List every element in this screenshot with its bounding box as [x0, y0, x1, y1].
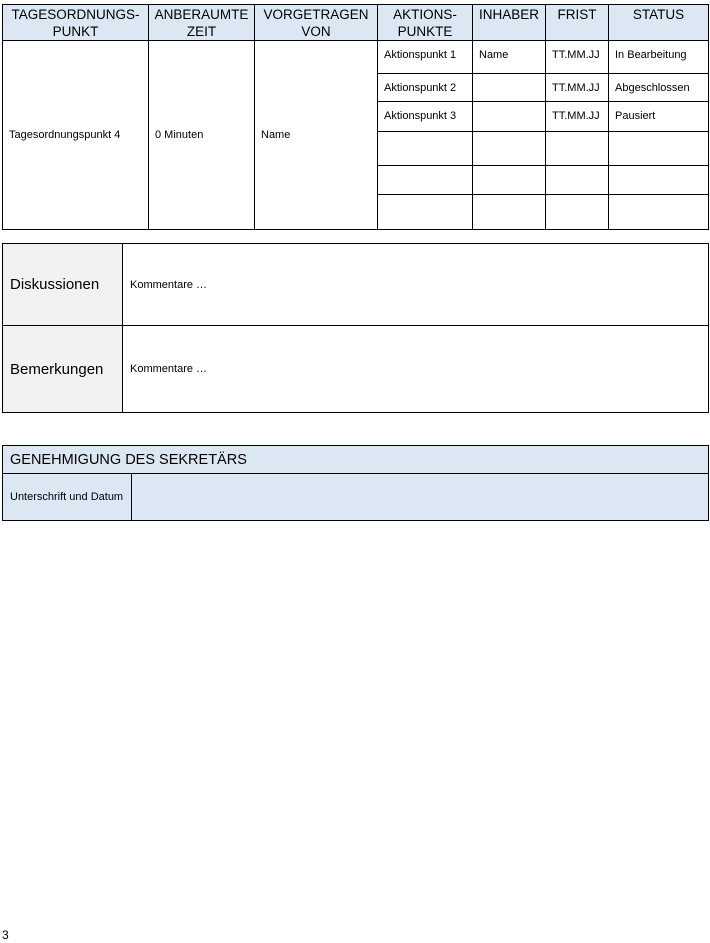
deadline-cell[interactable] — [546, 132, 609, 166]
deadline-cell[interactable]: TT.MM.JJ — [546, 41, 609, 74]
agenda-table — [2, 4, 709, 230]
action-cell[interactable] — [378, 132, 473, 166]
discussions-field[interactable]: Kommentare … — [123, 244, 709, 326]
discussions-row — [3, 244, 709, 326]
status-cell[interactable] — [609, 166, 709, 195]
owner-cell[interactable] — [473, 166, 546, 195]
signature-row — [3, 474, 709, 521]
approval-header-row — [3, 446, 709, 474]
owner-cell[interactable]: Name — [473, 41, 546, 74]
owner-cell[interactable] — [473, 132, 546, 166]
status-cell[interactable] — [609, 195, 709, 230]
action-cell[interactable] — [378, 195, 473, 230]
status-cell[interactable]: Pausiert — [609, 102, 709, 132]
status-cell[interactable]: Abgeschlossen — [609, 74, 709, 102]
header-presenter: VORGETRAGEN VON — [255, 5, 378, 41]
header-owner: INHABER — [473, 5, 546, 41]
agenda-header-row — [3, 5, 709, 41]
status-cell[interactable] — [609, 132, 709, 166]
header-status: STATUS — [609, 5, 709, 41]
discussions-label: Diskussionen — [3, 244, 123, 326]
header-allotted-time: ANBERAUMTE ZEIT — [149, 5, 255, 41]
page-number: 3 — [2, 928, 9, 942]
deadline-cell[interactable] — [546, 166, 609, 195]
status-cell[interactable]: In Bearbeitung — [609, 41, 709, 74]
remarks-label: Bemerkungen — [3, 326, 123, 413]
action-cell[interactable]: Aktionspunkt 2 — [378, 74, 473, 102]
agenda-item-cell[interactable]: Tagesordnungspunkt 4 — [3, 41, 149, 230]
signature-label: Unterschrift und Datum — [3, 474, 132, 521]
remarks-field[interactable]: Kommentare … — [123, 326, 709, 413]
signature-field[interactable] — [132, 474, 709, 521]
action-cell[interactable]: Aktionspunkt 3 — [378, 102, 473, 132]
owner-cell[interactable] — [473, 195, 546, 230]
deadline-cell[interactable] — [546, 195, 609, 230]
owner-cell[interactable] — [473, 74, 546, 102]
header-action-items: AKTIONS-PUNKTE — [378, 5, 473, 41]
deadline-cell[interactable]: TT.MM.JJ — [546, 102, 609, 132]
header-deadline: FRIST — [546, 5, 609, 41]
presenter-cell[interactable]: Name — [255, 41, 378, 230]
action-cell[interactable]: Aktionspunkt 1 — [378, 41, 473, 74]
deadline-cell[interactable]: TT.MM.JJ — [546, 74, 609, 102]
table-row — [3, 41, 709, 74]
owner-cell[interactable] — [473, 102, 546, 132]
discussion-table — [2, 243, 709, 413]
action-cell[interactable] — [378, 166, 473, 195]
allotted-time-cell[interactable]: 0 Minuten — [149, 41, 255, 230]
header-agenda-item: TAGESORDNUNGS-PUNKT — [3, 5, 149, 41]
approval-table — [2, 445, 709, 521]
remarks-row — [3, 326, 709, 413]
approval-title: GENEHMIGUNG DES SEKRETÄRS — [3, 446, 709, 474]
